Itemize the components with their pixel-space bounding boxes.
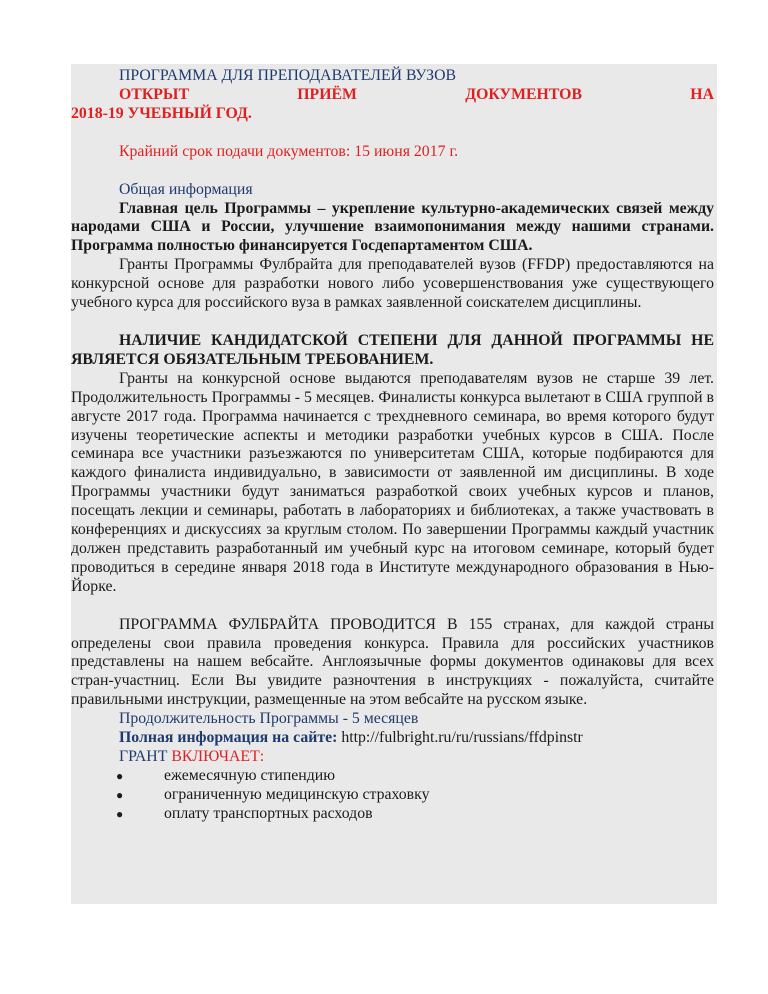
countries-info: ПРОГРАММА ФУЛБРАЙТА ПРОВОДИТСЯ В 155 странах, для каждой страны определены свои правила проведения конкурса. Правила для российских участников представлены на нашем вебсайте. Англоязычные формы документов одинаковы для всех стран-участниц. Если Вы увидите разночтения в инструкциях - пожалуйста, считайте правильными инструкции, размещенные на этом вебсайте на русском языке. [71, 615, 714, 709]
grant-includes-heading [71, 748, 714, 767]
bullet-icon: ● [116, 787, 124, 802]
spacer [71, 162, 714, 181]
bullet-icon: ● [116, 806, 124, 821]
open-line-1 [71, 86, 714, 105]
document-content [71, 67, 714, 824]
open-word-4: НА [690, 85, 714, 103]
program-goal: Главная цель Программы – укрепление культурно-академических связей между народами США и России, улучшение взаимопонимания между нашими странами. Программа полностью финансируется Госдепартаментом США. [71, 199, 714, 255]
grant-word: ГРАНТ [119, 748, 168, 765]
includes-word: ВКЛЮЧАЕТ: [171, 748, 265, 765]
degree-notice: НАЛИЧИЕ КАНДИДАТСКОЙ СТЕПЕНИ ДЛЯ ДАННОЙ ПРОГРАММЫ НЕ ЯВЛЯЕТСЯ ОБЯЗАТЕЛЬНЫМ ТРЕБОВАНИЕМ. [71, 331, 714, 368]
list-item [71, 786, 714, 805]
program-details: Гранты на конкурсной основе выдаются преподавателям вузов не старше 39 лет. Продолжительность Программы - 5 месяцев. Финалисты конкурса вылетают в США группой в августе 2017 года. Программа начинается с трехдневного семинара, во время которого будут изучены теоретические аспекты и методики разработки учебных курсов в США. После семинара все участники разъезжаются по университетам США, которые подбираются для каждого финалиста индивидуально, в зависимости от заявленной им дисциплины. В ходе Программы участники будут заниматься разработкой своих учебных курсов и планов, посещать лекции и семинары, работать в лабораториях и библиотеках, а также участвовать в конференциях и дискуссиях за круглым столом. По завершении Программы каждый участник должен представить разработанный им учебный курс на итоговом семинаре, который будет проводиться в середине января 2018 года в Институте международного образования в Нью-Йорке. [71, 369, 714, 595]
program-title: ПРОГРАММА ДЛЯ ПРЕПОДАВАТЕЛЕЙ ВУЗОВ [119, 67, 457, 84]
spacer [71, 313, 714, 332]
general-heading: Общая информация [119, 180, 253, 198]
list-item [71, 805, 714, 824]
grant-includes-list [71, 767, 714, 824]
grants-description: Гранты Программы Фулбрайта для преподавателей вузов (FFDP) предоставляются на конкурсной основе для разработки нового либо усовершенствования уже существующего учебного курса для российского вуза в рамках заявленной соискателем дисциплины. [71, 256, 714, 312]
full-info-label: Полная информация на сайте: [119, 729, 338, 747]
open-word-1: ОТКРЫТ [119, 85, 189, 103]
deadline: Крайний срок подачи документов: 15 июня 2017 г. [119, 142, 459, 160]
full-info-link[interactable]: http://fulbright.ru/ru/russians/ffdpinstr [341, 729, 583, 747]
bullet-icon: ● [116, 768, 124, 783]
document-panel [71, 64, 717, 904]
open-word-2: ПРИЁМ [297, 85, 357, 103]
open-word-3: ДОКУМЕНТОВ [465, 85, 582, 103]
list-item-text: оплату транспортных расходов [164, 804, 373, 822]
spacer [71, 124, 714, 143]
list-item [71, 767, 714, 786]
list-item-text: ограниченную медицинскую страховку [164, 785, 430, 803]
duration: Продолжительность Программы - 5 месяцев [119, 710, 419, 728]
list-item-text: ежемесячную стипендию [164, 766, 336, 784]
full-info-line [71, 729, 714, 748]
spacer [71, 597, 714, 616]
open-line-2: 2018-19 УЧЕБНЫЙ ГОД. [71, 104, 252, 122]
